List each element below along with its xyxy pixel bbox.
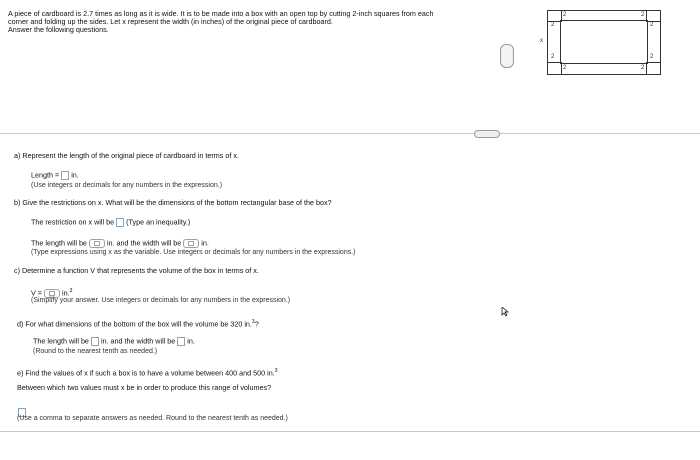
- part-a-title: a) Represent the length of the original piece of cardboard in terms of x.: [14, 151, 239, 160]
- restriction-label: The restriction on x will be: [31, 217, 115, 227]
- unit-label: in.: [62, 288, 70, 298]
- unit-label: in.: [201, 238, 209, 248]
- part-b-hint: (Type expressions using x as the variable. Use integers or decimals for any numbers in the expressions.): [31, 249, 356, 256]
- part-e-question: Between which two values must x be in order to produce this range of volumes?: [17, 383, 272, 392]
- figure-zoom-button[interactable]: [500, 44, 514, 68]
- bottom-length-input[interactable]: [91, 337, 99, 346]
- part-d-hint: (Round to the nearest tenth as needed.): [33, 348, 158, 355]
- part-e-hint: (Use a comma to separate answers as needed. Round to the nearest tenth as needed.): [17, 415, 288, 422]
- figure-label-x: x: [540, 38, 543, 44]
- question-mark: ?: [254, 319, 259, 329]
- part-d-title: [17, 318, 259, 329]
- unit-exponent: 3: [251, 319, 255, 325]
- figure-label-2: 2: [641, 65, 645, 71]
- part-d-title-text: d) For what dimensions of the bottom of the box will the volume be 320 in.: [17, 319, 252, 329]
- base-length-input[interactable]: [89, 239, 105, 248]
- part-b-title: b) Give the restrictions on x. What will be the dimensions of the bottom rectangular base of the box?: [14, 198, 332, 207]
- corner-square-tr: [646, 10, 661, 22]
- part-a-hint: (Use integers or decimals for any numbers in the expression.): [31, 182, 223, 189]
- corner-square-bl: [547, 62, 562, 75]
- problem-line-1: A piece of cardboard is 2.7 times as long as it is wide. It is to be made into a box with an open top by cutting 2-inch squares from each: [8, 9, 434, 18]
- width-label: in. and the width will be: [100, 336, 176, 346]
- part-e-title: [17, 367, 278, 378]
- bottom-divider: [0, 431, 700, 432]
- length-label: Length =: [31, 170, 60, 180]
- base-width-input[interactable]: [183, 239, 199, 248]
- figure-label-2: 2: [650, 54, 654, 60]
- inner-rectangle: [560, 20, 648, 64]
- figure-label-2: 2: [563, 12, 567, 18]
- bottom-width-input[interactable]: [177, 337, 185, 346]
- figure-label-2: 2: [650, 22, 654, 28]
- part-b-restriction-row: [31, 218, 190, 227]
- unit-label: in.: [187, 336, 195, 346]
- part-c-hint: (Simplify your answer. Use integers or decimals for any numbers in the expression.): [31, 297, 291, 304]
- restriction-answer-input[interactable]: [116, 218, 124, 227]
- section-divider: [0, 133, 700, 134]
- figure-label-2: 2: [551, 22, 555, 28]
- problem-line-2: corner and folding up the sides. Let x represent the width (in inches) of the original piece of cardboard.: [8, 17, 333, 26]
- length-label: The length will be: [33, 336, 89, 346]
- length-label: The length will be: [31, 238, 87, 248]
- part-e-title-text: e) Find the values of x if such a box is to have a volume between 400 and 500 in.: [17, 368, 275, 378]
- figure-label-2: 2: [641, 12, 645, 18]
- figure-label-2: 2: [551, 54, 555, 60]
- corner-square-tl: [547, 10, 562, 22]
- part-c-title: c) Determine a function V that represents the volume of the box in terms of x.: [14, 266, 259, 275]
- width-label: in. and the width will be: [106, 238, 182, 248]
- restriction-hint: (Type an inequality.): [126, 217, 191, 227]
- problem-line-3: Answer the following questions.: [8, 25, 109, 34]
- part-d-dimensions-row: [33, 337, 195, 346]
- corner-square-br: [646, 62, 661, 75]
- part-a-answer-row: [31, 171, 79, 180]
- unit-exponent: 3: [274, 368, 278, 374]
- unit-label: in.: [71, 170, 79, 180]
- expand-toggle-button[interactable]: [474, 130, 500, 138]
- figure-label-2: 2: [563, 65, 567, 71]
- part-b-dimensions-row: [31, 239, 209, 248]
- length-answer-input[interactable]: [61, 171, 69, 180]
- unit-exponent: 3: [69, 288, 73, 294]
- volume-label: V =: [31, 288, 42, 298]
- mouse-cursor-icon: [501, 304, 509, 314]
